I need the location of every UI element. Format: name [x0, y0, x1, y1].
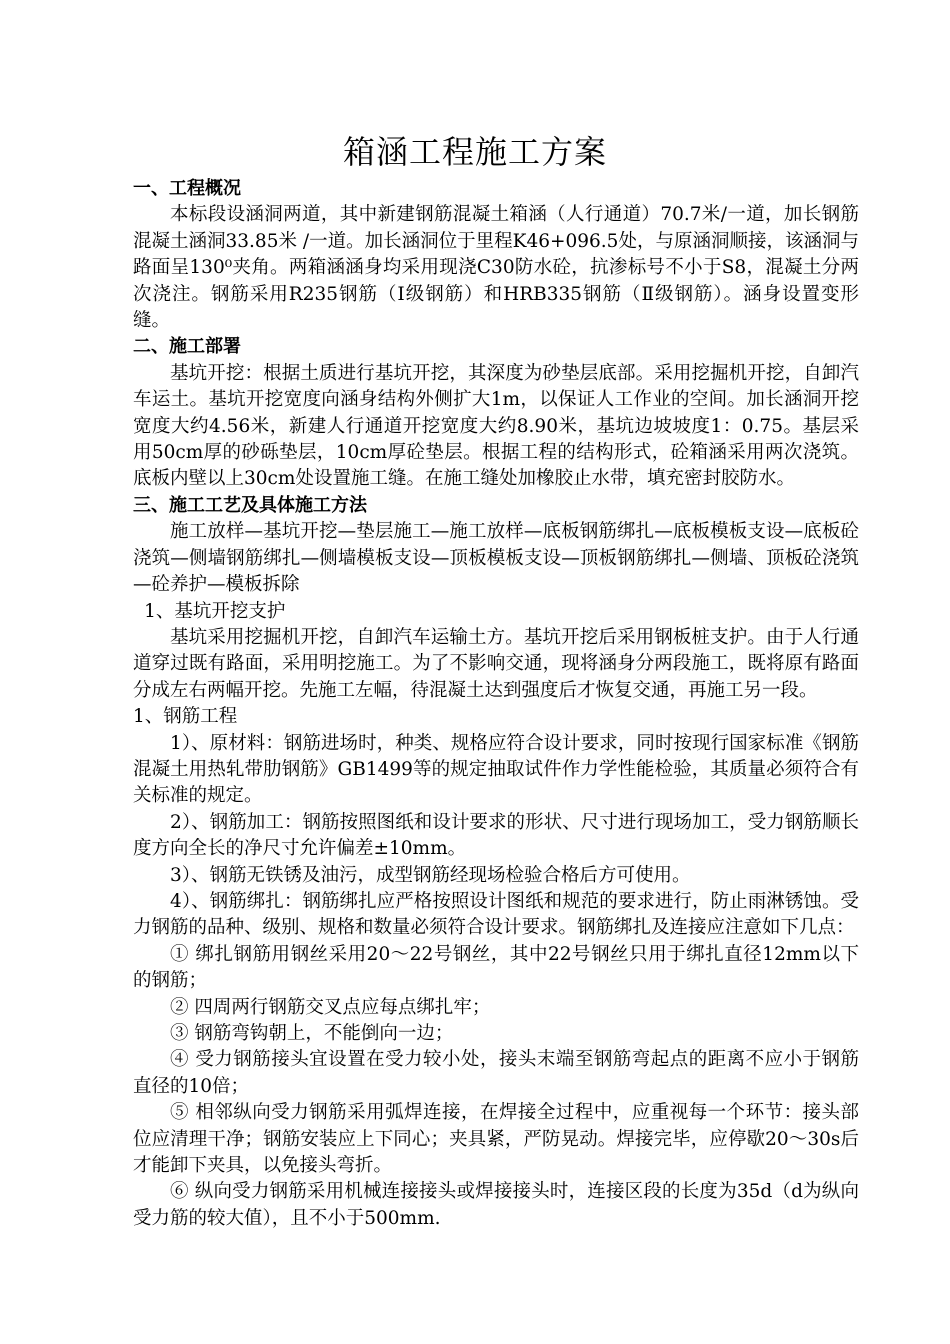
list-item-5: ⑤ 相邻纵向受力钢筋采用弧焊连接，在焊接全过程中，应重视每一个环节：接头部位应清理干净；钢筋安装应上下同心；夹具紧，严防晃动。焊接完毕，应停歇20～30s后才能卸下夹具，以免接头弯折。: [133, 1102, 859, 1177]
paragraph-rebar-processing: 2）、钢筋加工：钢筋按照图纸和设计要求的形状、尺寸进行现场加工，受力钢筋顺长度方向全长的净尺寸允许偏差±10mm。: [133, 811, 859, 860]
list-item-2: ② 四周两行钢筋交叉点应每点绑扎牢；: [170, 996, 491, 1018]
list-item-3: ③ 钢筋弯钩朝上，不能倒向一边；: [170, 1023, 454, 1044]
paragraph-process-flow: 施工放样—基坑开挖—垫层施工—施工放样—底板钢筋绑扎—底板模板支设—底板砼浇筑—侧墙钢筋绑扎—侧墙模板支设—顶板模板支设—顶板钢筋绑扎—侧墙、顶板砼浇筑—砼养护—模板拆除: [133, 521, 859, 596]
paragraph-rebar-clean: 3）、钢筋无铁锈及油污，成型钢筋经现场检验合格后方可使用。: [170, 864, 691, 886]
paragraph-overview: 本标段设涵洞两道，其中新建钢筋混凝土箱涵（人行通道）70.7米/一道，加长钢筋混凝土涵洞33.85米 /一道。加长涵洞位于里程K46+096.5处，与原涵洞顺接，该涵洞与路面呈130⁰夹角。两箱涵涵身均采用现浇C30防水砼，抗渗标号不小于S8，混凝土分两次浇注。钢筋采用R235钢筋（Ⅰ级钢筋）和HRB335钢筋（Ⅱ级钢筋）。涵身设置变形缝。: [133, 204, 859, 332]
paragraph-raw-material: 1）、原材料：钢筋进场时，种类、规格应符合设计要求，同时按现行国家标准《钢筋混凝土用热轧带肋钢筋》GB1499等的规定抽取试件作力学性能检验，其质量必须符合有关标准的规定。: [133, 732, 859, 807]
subheading-excavation-support: 1、基坑开挖支护: [144, 600, 286, 622]
paragraph-excavation-support: 基坑采用挖掘机开挖，自卸汽车运输土方。基坑开挖后采用钢板桩支护。由于人行通道穿过既有路面，采用明挖施工。为了不影响交通，现将涵身分两段施工，既将原有路面分成左右两幅开挖。先施工左幅，待混凝土达到强度后才恢复交通，再施工另一段。: [133, 626, 859, 701]
list-item-4: ④ 受力钢筋接头宜设置在受力较小处，接头末端至钢筋弯起点的距离不应小于钢筋直径的10倍；: [133, 1049, 859, 1097]
paragraph-excavation: 基坑开挖：根据土质进行基坑开挖，其深度为砂垫层底部。采用挖掘机开挖，自卸汽车运土。基坑开挖宽度向涵身结构外侧扩大1m，以保证人工作业的空间。加长涵洞开挖宽度大约4.56米，新建人行通道开挖宽度大约8.90米，基坑边坡坡度1：0.75。基层采用50cm厚的砂砾垫层，10cm厚砼垫层。根据工程的结构形式，砼箱涵采用两次浇筑。底板内壁以上30cm处设置施工缝。在施工缝处加橡胶止水带，填充密封胶防水。: [133, 362, 859, 490]
document-title: 箱涵工程施工方案: [342, 133, 607, 171]
section-heading-overview: 一、工程概况: [133, 178, 241, 199]
paragraph-rebar-binding: 4）、钢筋绑扎：钢筋绑扎应严格按照设计图纸和规范的要求进行，防止雨淋锈蚀。受力钢筋的品种、级别、规格和数量必须符合设计要求。钢筋绑扎及连接应注意如下几点：: [133, 890, 859, 939]
list-item-6: ⑥ 纵向受力钢筋采用机械连接接头或焊接接头时，连接区段的长度为35d（d为纵向受力筋的较大值），且不小于500mm.: [133, 1181, 859, 1229]
document-body: [133, 176, 859, 1232]
section-heading-process: 三、施工工艺及具体施工方法: [133, 494, 367, 516]
subheading-rebar-work: 1、钢筋工程: [133, 706, 238, 728]
section-heading-deployment: 二、施工部署: [133, 336, 241, 358]
list-item-1: ① 绑扎钢筋用钢丝采用20～22号钢丝，其中22号钢丝只用于绑扎直径12mm以下的钢筋；: [133, 943, 859, 992]
